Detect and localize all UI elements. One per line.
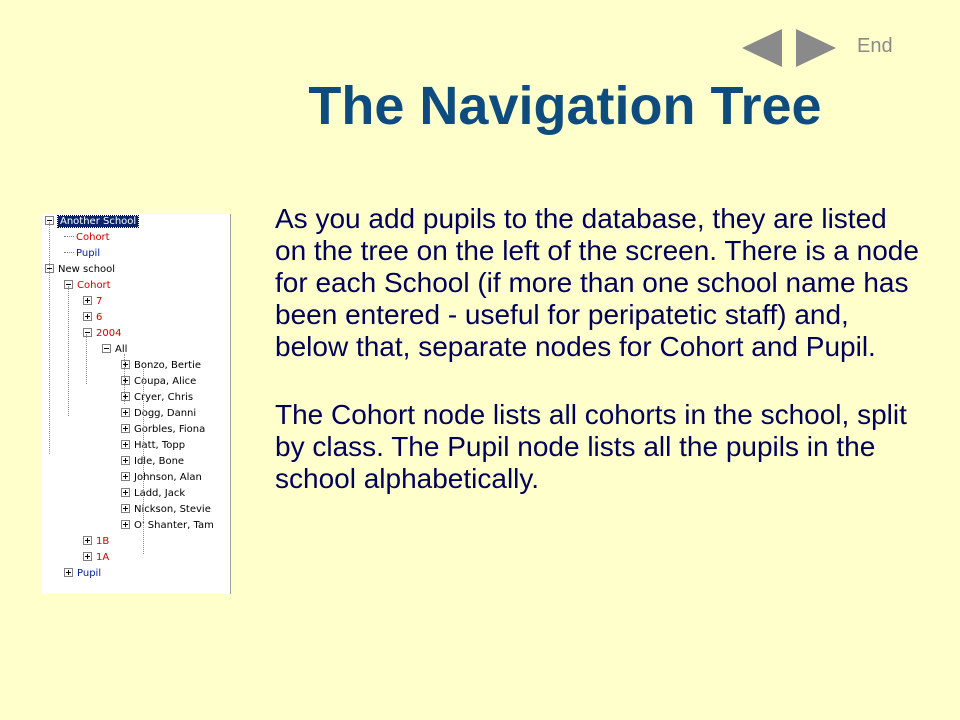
tree-node-label: Johnson, Alan xyxy=(134,472,202,483)
tree-node[interactable] xyxy=(45,215,138,229)
tree-node[interactable] xyxy=(64,279,111,293)
tree-guide-line xyxy=(86,334,87,384)
expand-icon[interactable] xyxy=(121,456,130,465)
tree-node-label: 1B xyxy=(96,536,110,547)
tree-guide-line xyxy=(143,369,144,554)
tree-node[interactable] xyxy=(121,359,201,373)
expand-icon[interactable] xyxy=(121,424,130,433)
tree-node-label: Cryer, Chris xyxy=(134,392,194,403)
tree-node[interactable] xyxy=(121,519,214,533)
tree-node-label: 7 xyxy=(96,296,103,307)
expand-icon[interactable] xyxy=(64,568,73,577)
expand-icon[interactable] xyxy=(121,488,130,497)
tree-node-label: Cohort xyxy=(76,232,110,243)
tree-node[interactable] xyxy=(121,439,185,453)
tree-node[interactable] xyxy=(121,407,196,421)
expand-icon[interactable] xyxy=(121,520,130,529)
collapse-icon[interactable] xyxy=(102,344,111,353)
paragraph-tree-description: As you add pupils to the database, they are listed on the tree on the left of the screen. There is a node for each School (if more than one school name has been entered - useful for peripatetic staff) and, below that, separate nodes for Cohort and Pupil. xyxy=(275,203,919,362)
tree-node-label: Hatt, Topp xyxy=(134,440,186,451)
tree-node-label: 1A xyxy=(96,552,110,563)
tree-node-label: All xyxy=(115,344,128,355)
tree-node[interactable] xyxy=(121,391,193,405)
tree-node[interactable] xyxy=(64,247,100,261)
expand-icon[interactable] xyxy=(121,408,130,417)
tree-node-label: Coupa, Alice xyxy=(134,376,197,387)
tree-node-label: Nickson, Stevie xyxy=(134,504,211,515)
tree-node[interactable] xyxy=(64,231,110,245)
page-title: The Navigation Tree xyxy=(308,76,822,136)
expand-icon[interactable] xyxy=(121,504,130,513)
expand-icon[interactable] xyxy=(83,296,92,305)
tree-node-label: Gorbles, Fiona xyxy=(134,424,206,435)
expand-icon[interactable] xyxy=(83,312,92,321)
expand-icon[interactable] xyxy=(121,472,130,481)
tree-node[interactable] xyxy=(121,455,184,469)
tree-connector xyxy=(64,236,74,238)
expand-icon[interactable] xyxy=(121,376,130,385)
tree-node-label: 6 xyxy=(96,312,103,323)
expand-icon[interactable] xyxy=(121,392,130,401)
expand-icon[interactable] xyxy=(83,536,92,545)
tree-node-label: Dogg, Danni xyxy=(134,408,197,419)
tree-node-label: Ladd, Jack xyxy=(134,488,186,499)
paragraph-cohort-description: The Cohort node lists all cohorts in the school, split by class. The Pupil node lists all the pupils in the school alphabetically. xyxy=(275,399,907,494)
tree-node[interactable] xyxy=(121,423,205,437)
next-slide-button[interactable] xyxy=(796,29,836,67)
collapse-icon[interactable] xyxy=(83,328,92,337)
expand-icon[interactable] xyxy=(121,440,130,449)
end-link[interactable]: End xyxy=(857,35,893,57)
tree-node-label: New school xyxy=(58,264,116,275)
tree-node-label: Bonzo, Bertie xyxy=(134,360,202,371)
tree-node[interactable] xyxy=(83,535,109,549)
tree-node-label: O' Shanter, Tam xyxy=(134,520,214,531)
tree-node-label: Another School xyxy=(60,216,137,227)
tree-guide-line xyxy=(68,286,69,416)
tree-node[interactable] xyxy=(121,487,185,501)
tree-node[interactable] xyxy=(64,567,101,581)
tree-node[interactable] xyxy=(121,471,202,485)
previous-slide-button[interactable] xyxy=(742,29,782,67)
tree-node[interactable] xyxy=(121,375,196,389)
tree-node-label: Cohort xyxy=(77,280,111,291)
tree-node-label: Idle, Bone xyxy=(134,456,185,467)
tree-guide-line xyxy=(124,354,125,404)
expand-icon[interactable] xyxy=(121,360,130,369)
tree-node-label: Pupil xyxy=(76,248,101,259)
tree-node[interactable] xyxy=(121,503,211,517)
tree-node[interactable] xyxy=(83,295,102,309)
tree-node-label: 2004 xyxy=(96,328,122,339)
tree-node[interactable] xyxy=(45,263,115,277)
tree-node-label: Pupil xyxy=(77,568,102,579)
tree-node[interactable] xyxy=(83,311,102,325)
navigation-tree[interactable] xyxy=(42,214,231,594)
tree-node[interactable] xyxy=(83,327,121,341)
expand-icon[interactable] xyxy=(83,552,92,561)
tree-connector xyxy=(64,252,74,254)
tree-node[interactable] xyxy=(83,551,109,565)
body-text xyxy=(275,203,925,531)
tree-guide-line xyxy=(49,222,50,454)
